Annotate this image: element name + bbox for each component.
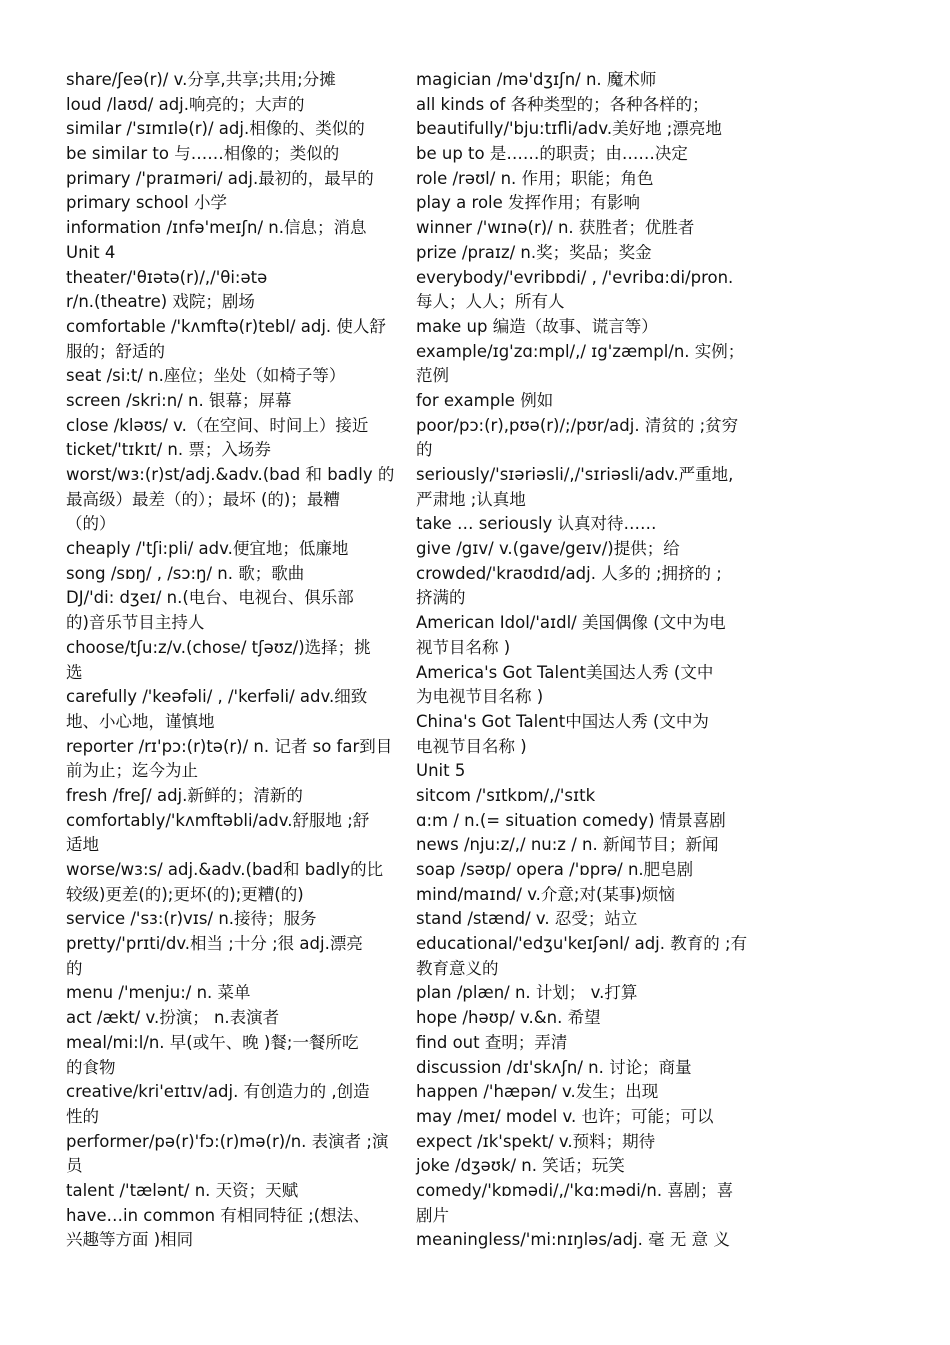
vocabulary-line: meaningless/'mi:nɪŋləs/adj. 毫 无 意 义 [416,1230,730,1250]
vocabulary-line: ticket/'tɪkɪt/ n. 票；入场券 [66,440,271,460]
vocabulary-line: America's Got Talent美国达人秀 (文中 [416,662,714,682]
vocabulary-line: meal/mi:l/n. 早(或午、晚 )餐;一餐所吃 [66,1032,359,1052]
vocabulary-line: （的） [66,514,116,534]
vocabulary-line: Unit 4 [66,242,116,262]
vocabulary-line: talent /'tælənt/ n. 天资；天赋 [66,1180,299,1200]
vocabulary-line: plan /plæn/ n. 计划； v.打算 [416,983,638,1003]
vocabulary-line: performer/pə(r)'fɔ:(r)mə(r)/n. 表演者 ;演 [66,1131,389,1151]
vocabulary-line: poor/pɔ:(r),pʊə(r)/;/pʊr/adj. 清贫的 ;贫穷 [416,415,739,435]
vocabulary-line: mind/maɪnd/ v.介意;对(某事)烦恼 [416,884,675,904]
vocabulary-line: cheaply /'tʃi:pli/ adv.便宜地；低廉地 [66,539,349,559]
vocabulary-line: may /meɪ/ model v. 也许；可能；可以 [416,1106,714,1126]
vocabulary-line: American Idol/'aɪdl/ 美国偶像 (文中为电 [416,613,726,633]
vocabulary-line: 的)音乐节目主持人 [66,613,205,633]
vocabulary-line: theater/'θɪətə(r)/,/'θi:ətə [66,267,268,287]
vocabulary-line: comfortable /'kʌmftə(r)tebl/ adj. 使人舒 [66,316,386,336]
vocabulary-line: Unit 5 [416,761,466,781]
vocabulary-line: choose/tʃu:z/v.(chose/ tʃəʊz/)选择；挑 [66,637,371,657]
vocabulary-line: act /ækt/ v.扮演； n.表演者 [66,1008,280,1028]
vocabulary-line: 挤满的 [416,588,466,608]
vocabulary-line: joke /dʒəʊk/ n. 笑话；玩笑 [416,1156,625,1176]
vocabulary-line: carefully /'keəfəli/ , /'kerfəli/ adv.细致 [66,687,368,707]
vocabulary-line: DJ/'di: dʒeɪ/ n.(电台、电视台、俱乐部 [66,588,354,608]
vocabulary-line: beautifully/'bju:tɪfli/adv.美好地 ;漂亮地 [416,119,722,139]
vocabulary-line: reporter /rɪ'pɔ:(r)tə(r)/ n. 记者 so far到目 [66,736,393,756]
vocabulary-line: be up to 是……的职责；由……决定 [416,144,688,164]
vocabulary-line: be similar to 与……相像的；类似的 [66,144,340,164]
vocabulary-line: stand /stænd/ v. 忍受；站立 [416,909,638,929]
vocabulary-line: sitcom /'sɪtkɒm/,/'sɪtk [416,785,596,805]
vocabulary-line: expect /ɪk'spekt/ v.预料；期待 [416,1131,656,1151]
vocabulary-line: 较级)更差(的);更坏(的);更糟(的) [66,884,304,904]
vocabulary-line: seriously/'sɪəriəsli/,/'sɪriəsli/adv.严重地, [416,465,734,484]
vocabulary-line: menu /'menju:/ n. 菜单 [66,983,251,1003]
vocabulary-line: pretty/'prɪti/dv.相当 ;十分 ;很 adj.漂亮 [66,934,363,954]
vocabulary-line: for example 例如 [416,390,554,410]
vocabulary-line: seat /si:t/ n.座位；坐处（如椅子等） [66,366,346,386]
vocabulary-line: take … seriously 认真对待…… [416,514,657,534]
vocabulary-column-left [66,68,395,1253]
vocabulary-line: 地、小心地，谨慎地 [66,711,215,731]
vocabulary-line: prize /praɪz/ n.奖；奖品；奖金 [416,242,652,262]
vocabulary-line: primary /'praɪməri/ adj.最初的，最早的 [66,168,374,188]
vocabulary-line: 教育意义的 [416,958,499,978]
vocabulary-line: 服的；舒适的 [66,341,165,361]
vocabulary-line: make up 编造（故事、谎言等） [416,316,658,336]
vocabulary-line: news /nju:z/,/ nu:z / n. 新闻节目；新闻 [416,835,719,855]
vocabulary-line: discussion /dɪ'skʌʃn/ n. 讨论；商量 [416,1057,692,1077]
vocabulary-line: close /kləʊs/ v.（在空间、时间上）接近 [66,415,369,435]
vocabulary-line: service /'sɜ:(r)vɪs/ n.接待；服务 [66,909,317,929]
vocabulary-line: 的 [416,440,433,460]
vocabulary-line: China's Got Talent中国达人秀 (文中为 [416,711,709,731]
vocabulary-line: 兴趣等方面 )相同 [66,1230,194,1250]
vocabulary-line: 适地 [66,835,99,855]
vocabulary-line: role /rəʊl/ n. 作用；职能；角色 [416,168,654,188]
vocabulary-line: creative/kri'eɪtɪv/adj. 有创造力的 ,创造 [66,1082,370,1102]
vocabulary-line: educational/'edʒu'keɪʃənl/ adj. 教育的 ;有 [416,934,748,954]
vocabulary-line: screen /skri:n/ n. 银幕；屏幕 [66,390,292,410]
vocabulary-line: r/n.(theatre) 戏院；剧场 [66,292,255,312]
vocabulary-line: everybody/'evribɒdi/ , /'evribɑ:di/pron. [416,267,734,287]
vocabulary-line: song /sɒŋ/ , /sɔ:ŋ/ n. 歌；歌曲 [66,563,305,583]
vocabulary-line: 电视节目名称 ) [416,736,527,756]
vocabulary-line: 的食物 [66,1057,116,1077]
vocabulary-line: 最高级）最差（的）；最坏 (的)；最糟 [66,489,340,509]
vocabulary-line: hope /həʊp/ v.&n. 希望 [416,1008,601,1028]
vocabulary-line: 剧片 [416,1205,449,1225]
vocabulary-line: 员 [66,1156,83,1176]
vocabulary-line: example/ɪg'zɑ:mpl/,/ ɪg'zæmpl/n. 实例； [416,341,745,361]
vocabulary-line: fresh /freʃ/ adj.新鲜的；清新的 [66,785,303,805]
vocabulary-line: give /gɪv/ v.(gave/geɪv/)提供；给 [416,539,680,559]
vocabulary-line: share/ʃeə(r)/ v.分享,共享;共用;分摊 [66,70,336,89]
vocabulary-line: 视节目名称 ) [416,637,511,657]
vocabulary-line: 每人；人人；所有人 [416,292,565,312]
vocabulary-line: worse/wɜ:s/ adj.&adv.(bad和 badly的比 [66,860,384,879]
vocabulary-line: all kinds of 各种类型的；各种各样的； [416,94,709,114]
vocabulary-line: loud /laʊd/ adj.响亮的；大声的 [66,94,305,114]
vocabulary-line: 严肃地 ;认真地 [416,489,526,509]
vocabulary-column-right [416,68,748,1253]
vocabulary-line: comfortably/'kʌmftəbli/adv.舒服地 ;舒 [66,810,370,830]
vocabulary-line: comedy/'kɒmədi/,/'kɑ:mədi/n. 喜剧；喜 [416,1180,734,1200]
vocabulary-line: ɑ:m / n.(= situation comedy) 情景喜剧 [416,810,726,830]
vocabulary-line: primary school 小学 [66,193,227,213]
vocabulary-line: have…in common 有相同特征 ;(想法、 [66,1205,370,1225]
vocabulary-line: 为电视节目名称 ) [416,687,544,707]
vocabulary-line: 选 [66,662,83,682]
vocabulary-line: worst/wɜ:(r)st/adj.&adv.(bad 和 badly 的 [66,465,395,484]
vocabulary-line: play a role 发挥作用；有影响 [416,193,641,213]
vocabulary-line: 的 [66,958,83,978]
vocabulary-line: 前为止；迄今为止 [66,761,198,781]
vocabulary-line: similar /'sɪmɪlə(r)/ adj.相像的、类似的 [66,119,365,139]
vocabulary-line: crowded/'kraʊdɪd/adj. 人多的 ;拥挤的 ; [416,563,722,583]
vocabulary-line: find out 查明；弄清 [416,1032,568,1052]
vocabulary-line: 范例 [416,366,449,386]
vocabulary-line: soap /səʊp/ opera /'ɒprə/ n.肥皂剧 [416,860,694,879]
vocabulary-line: happen /'hæpən/ v.发生；出现 [416,1082,659,1102]
vocabulary-line: information /ɪnfə'meɪʃn/ n.信息；消息 [66,218,367,238]
vocabulary-line: magician /mə'dʒɪʃn/ n. 魔术师 [416,70,657,89]
vocabulary-line: 性的 [66,1106,99,1126]
vocabulary-line: winner /'wɪnə(r)/ n. 获胜者；优胜者 [416,218,695,238]
